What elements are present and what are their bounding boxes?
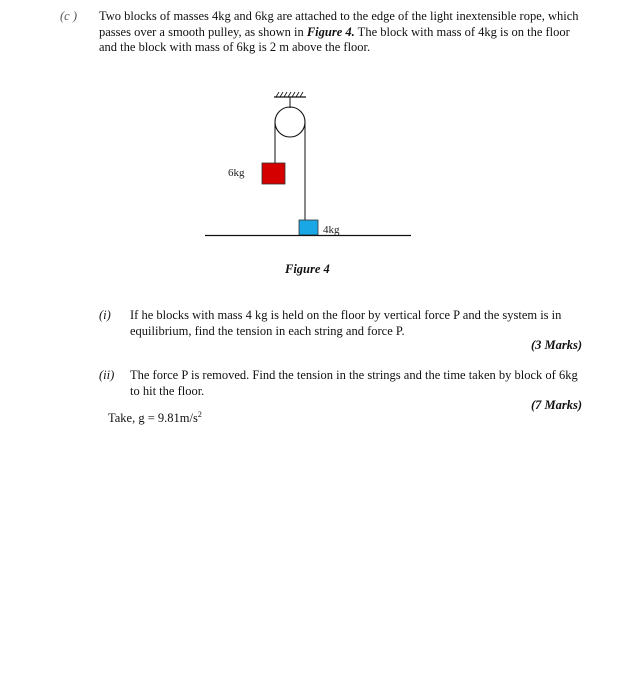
question-text-part2: The block with mass of 4kg is on the floor and the block with mass of 6kg is 2 m above the floor.: [99, 24, 570, 54]
block-4kg: [299, 220, 318, 235]
figure-caption: Figure 4: [285, 262, 330, 276]
question-text-part1: Two blocks of masses 4kg and 6kg are attached to the edge of the light inextensible rope, which passes over a smooth pulley, as shown in: [99, 9, 579, 39]
block-6kg: [262, 163, 285, 184]
part-ii-text: The force P is removed. Find the tension in the strings and the time taken by block of 6kg to hit the floor.: [130, 368, 578, 398]
part-i-text: If he blocks with mass 4 kg is held on the floor by vertical force P and the system is in equilibrium, find the tension in each string and force P.: [130, 308, 562, 338]
label-4kg: 4kg: [323, 224, 340, 236]
part-i-label: (i): [99, 308, 111, 322]
gravity-note-text: Take, g = 9.81m/s: [108, 411, 198, 425]
pulley-wheel: [275, 107, 305, 137]
gravity-note: [108, 411, 202, 426]
ceiling-support: [274, 92, 306, 108]
figure-reference: Figure 4.: [306, 24, 355, 39]
part-ii-marks: (7 Marks): [530, 398, 582, 412]
part-ii-label: (ii): [99, 368, 115, 382]
label-6kg: 6kg: [228, 167, 245, 179]
question-text: [99, 9, 589, 56]
part-i-marks: (3 Marks): [530, 338, 582, 352]
pulley-figure: [200, 88, 420, 243]
question-label: (c ): [60, 9, 77, 23]
gravity-exponent: 2: [197, 409, 202, 419]
